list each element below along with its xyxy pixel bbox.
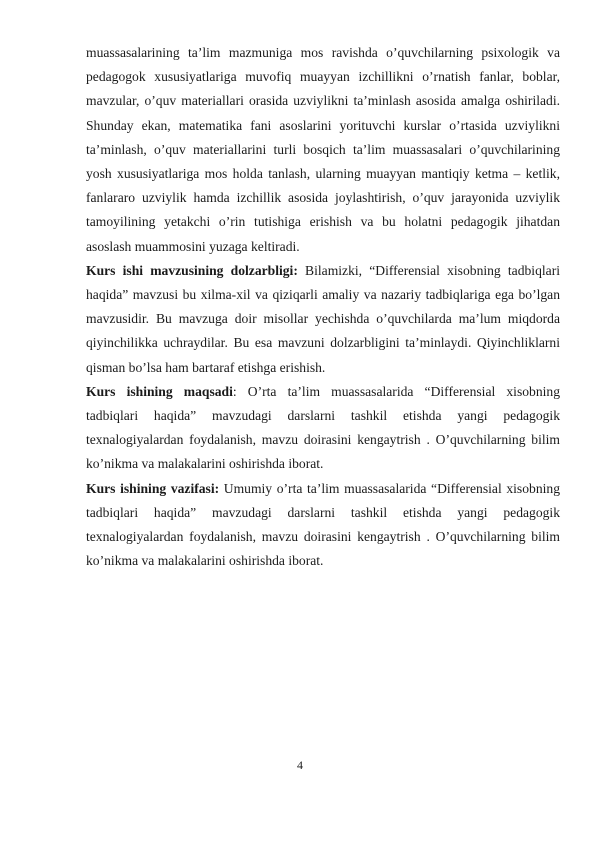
tasks-paragraph: [86, 477, 560, 574]
goal-paragraph: [86, 380, 560, 477]
document-page: [86, 41, 560, 573]
relevance-heading: Kurs ishi mavzusining dolzarbligi:: [86, 262, 298, 278]
relevance-paragraph: [86, 259, 560, 380]
relevance-text: Bilamizki, “Differensial xisobning tadbiqlari haqida” mavzusi bu xilma-xil va qiziqarli amaliy va nazariy tadbiqlariga ega bo’lgan mavzusidir. Bu mavzuga doir misollar yechishda o’quvchilarda ma’lum miqdorda qiyinchilikka uchraydilar. Bu esa mavzuni dolzarbligini ta’minlaydi. Qiyinchliklarni qisman bo’lsa ham bartaraf etishga erishish.: [86, 262, 560, 375]
tasks-text: Umumiy o’rta ta’lim muassasalarida “Differensial xisobning tadbiqlari haqida” mavzudagi darslarni tashkil etishda yangi pedagogik texnalogiyalardan foydalanish, mavzu doirasini kengaytrish . O’quvchilarning bilim ko’nikma va malakalarini oshirishda iborat.: [86, 480, 560, 569]
goal-heading: Kurs ishining maqsadi: [86, 383, 233, 399]
tasks-heading: Kurs ishining vazifasi:: [86, 480, 220, 496]
goal-text: : O’rta ta’lim muassasalarida “Differensial xisobning tadbiqlari haqida” mavzudagi darslarni tashkil etishda yangi pedagogik texnalogiyalardan foydalanish, mavzu doirasini kengaytrish . O’quvchilarning bilim ko’nikma va malakalarini oshirishda iborat.: [86, 383, 560, 472]
intro-paragraph: muassasalarining ta’lim mazmuniga mos ravishda o’quvchilarning psixologik va pedagogok xususiyatlariga muvofiq muayyan izchillikni o’rnatish fanlar, boblar, mavzular, o’quv materiallari orasida uzviylikni ta’minlash asosida amalga oshiriladi. Shunday ekan, matematika fani asoslarini yorituvchi kurslar o’rtasida uzviylikni ta’minlash, o’quv materiallarini turli bosqich ta’lim muassasalari o’quvchilarining yosh xususiyatlariga mos holda tanlash, ularning muayyan mantiqiy ketma – ketlik, fanlararo uzviylik hamda izchillik asosida joylashtirish, o’quv jarayonida uzviylik tamoyilining yetakchi o’rin tutishiga erishish va bu holatni pedagogik jihatdan asoslash muammosini yuzaga keltiradi.: [86, 45, 560, 254]
page-number: 4: [297, 758, 303, 772]
